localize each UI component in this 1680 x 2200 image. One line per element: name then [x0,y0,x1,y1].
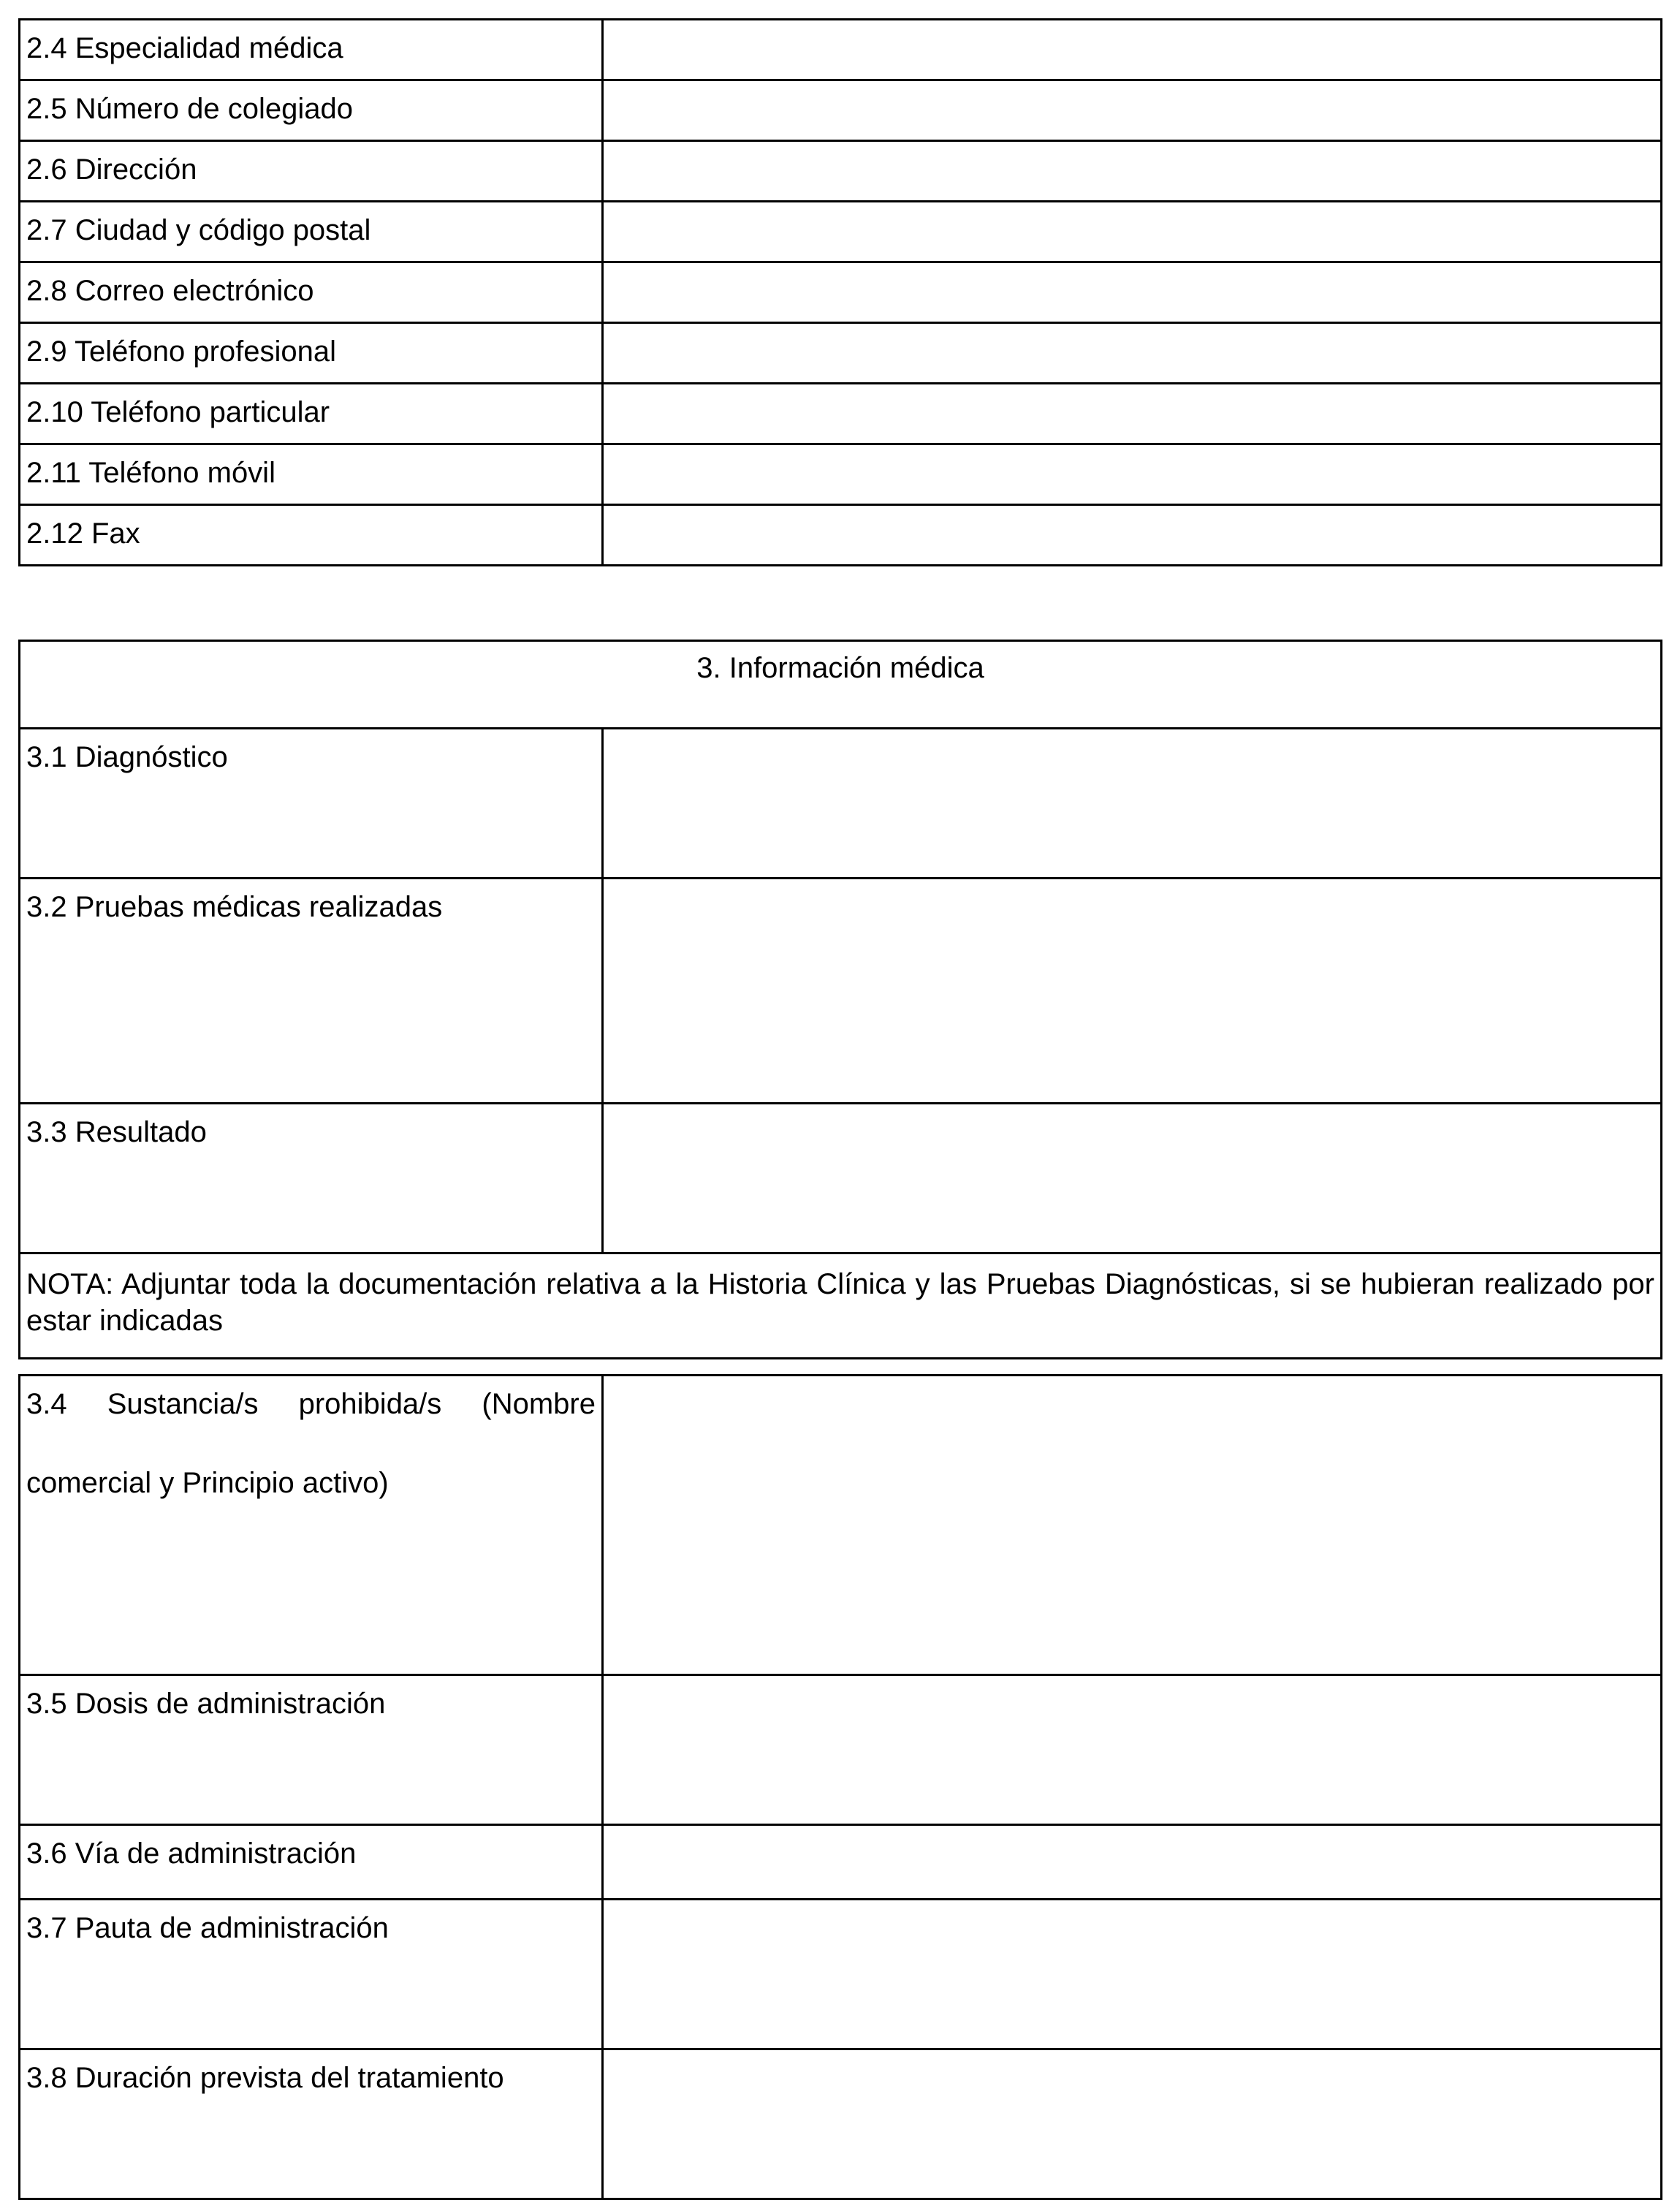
specialty-label: 2.4 Especialidad médica [20,20,603,80]
note-row [20,1253,1662,1359]
medical-info-table [18,640,1662,1359]
section-header-row [20,641,1662,729]
license-number-label: 2.5 Número de colegiado [20,80,603,141]
section-title: 3. Información médica [20,641,1662,729]
attachment-note: NOTA: Adjuntar toda la documentación relativa a la Historia Clínica y las Pruebas Diagnósticas, si se hubieran realizado por estar indicadas [20,1253,1662,1359]
substance-info-table [18,1374,1662,2200]
table-row [20,202,1662,262]
treatment-duration-field[interactable] [603,2049,1662,2199]
diagnosis-label: 3.1 Diagnóstico [20,729,603,879]
table-row [20,1675,1662,1825]
table-row [20,384,1662,444]
administration-route-label: 3.6 Vía de administración [20,1825,603,1900]
treatment-duration-label: 3.8 Duración prevista del tratamiento [20,2049,603,2199]
email-field[interactable] [603,262,1662,323]
table-row [20,80,1662,141]
work-phone-label: 2.9 Teléfono profesional [20,323,603,384]
administration-schedule-field[interactable] [603,1900,1662,2049]
table-row [20,1825,1662,1900]
table-row [20,20,1662,80]
administration-route-field[interactable] [603,1825,1662,1900]
table-row [20,729,1662,879]
table-row [20,1104,1662,1253]
result-label: 3.3 Resultado [20,1104,603,1253]
table-row [20,505,1662,566]
table-row [20,1376,1662,1675]
prohibited-substance-label-line1: 3.4 Sustancia/s prohibida/s (Nombre [26,1388,596,1420]
home-phone-label: 2.10 Teléfono particular [20,384,603,444]
table-row [20,879,1662,1104]
table-row [20,444,1662,505]
mobile-phone-label: 2.11 Teléfono móvil [20,444,603,505]
city-postal-code-label: 2.7 Ciudad y código postal [20,202,603,262]
dosage-label: 3.5 Dosis de administración [20,1675,603,1825]
email-label: 2.8 Correo electrónico [20,262,603,323]
specialty-field[interactable] [603,20,1662,80]
prohibited-substance-label-line2: comercial y Principio activo) [26,1467,389,1499]
work-phone-field[interactable] [603,323,1662,384]
fax-field[interactable] [603,505,1662,566]
table-row [20,323,1662,384]
table-row [20,1900,1662,2049]
mobile-phone-field[interactable] [603,444,1662,505]
city-postal-code-field[interactable] [603,202,1662,262]
table-row [20,2049,1662,2199]
home-phone-field[interactable] [603,384,1662,444]
diagnosis-field[interactable] [603,729,1662,879]
fax-label: 2.12 Fax [20,505,603,566]
contact-info-table [18,18,1662,566]
address-field[interactable] [603,141,1662,202]
dosage-field[interactable] [603,1675,1662,1825]
prohibited-substance-field[interactable] [603,1376,1662,1675]
administration-schedule-label: 3.7 Pauta de administración [20,1900,603,2049]
medical-tests-field[interactable] [603,879,1662,1104]
table-row [20,141,1662,202]
license-number-field[interactable] [603,80,1662,141]
medical-tests-label: 3.2 Pruebas médicas realizadas [20,879,603,1104]
address-label: 2.6 Dirección [20,141,603,202]
table-row [20,262,1662,323]
prohibited-substance-label [20,1376,603,1675]
result-field[interactable] [603,1104,1662,1253]
